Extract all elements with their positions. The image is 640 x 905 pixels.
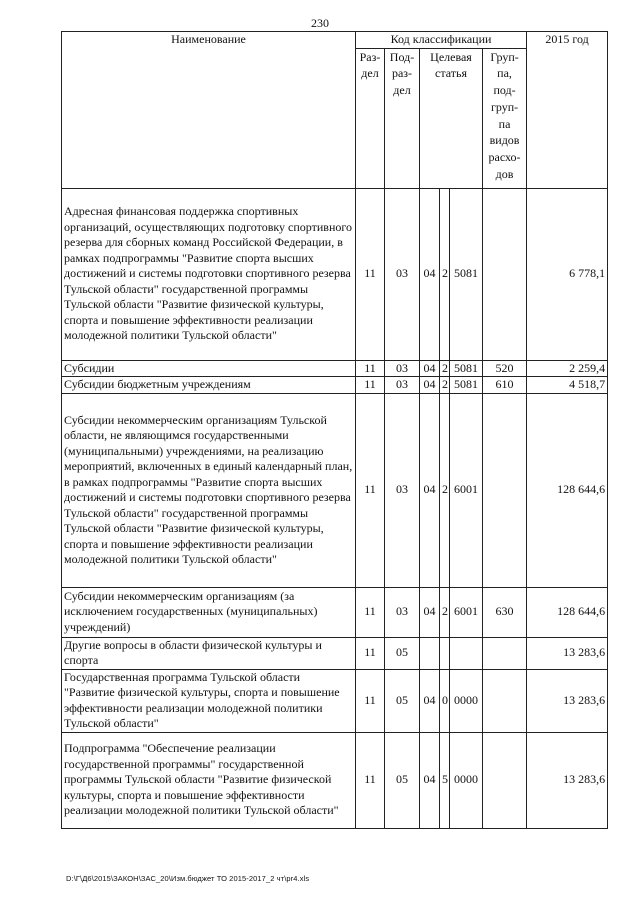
row-podrazdel: 03 <box>385 587 420 637</box>
row-expense-group: 610 <box>483 377 527 394</box>
row-name: Подпрограмма "Обеспечение реализации государственной программы" государственной программы Тульской области "Развитие физической культуры, спорта и повышение эффективности реализации молодежной политики Тульской области" <box>62 732 356 828</box>
header-classification: Код классификации <box>356 32 527 49</box>
row-expense-group <box>483 188 527 360</box>
row-razdel: 11 <box>356 393 385 587</box>
table-body <box>62 188 608 828</box>
row-expense-group: 520 <box>483 360 527 377</box>
header-group: Груп- па, под- груп- па видов расхо- дов <box>483 48 527 188</box>
row-podrazdel: 03 <box>385 393 420 587</box>
row-target-direction: 5081 <box>450 188 483 360</box>
row-amount: 6 778,1 <box>527 188 608 360</box>
budget-table <box>61 31 608 829</box>
header-razdel: Раз- дел <box>356 48 385 188</box>
row-podrazdel: 03 <box>385 377 420 394</box>
row-name: Государственная программа Тульской области "Развитие физической культуры, спорта и повышение эффективности реализации молодежной политики Тульской области" <box>62 669 356 732</box>
table-row <box>62 188 608 360</box>
row-razdel: 11 <box>356 377 385 394</box>
row-razdel: 11 <box>356 360 385 377</box>
table-row <box>62 587 608 637</box>
row-name: Субсидии бюджетным учреждениям <box>62 377 356 394</box>
row-name: Субсидии некоммерческим организациям (за исключением государственных (муниципальных) учреждений) <box>62 587 356 637</box>
row-razdel: 11 <box>356 637 385 669</box>
row-name: Другие вопросы в области физической культуры и спорта <box>62 637 356 669</box>
row-razdel: 11 <box>356 188 385 360</box>
header-podrazdel: Под- раз- дел <box>385 48 420 188</box>
row-target-program: 04 <box>420 587 440 637</box>
row-target-program: 04 <box>420 377 440 394</box>
row-target-program: 04 <box>420 732 440 828</box>
table-row <box>62 732 608 828</box>
row-podrazdel: 05 <box>385 669 420 732</box>
row-amount: 13 283,6 <box>527 732 608 828</box>
header-target: Целевая статья <box>420 48 483 188</box>
table-row <box>62 393 608 587</box>
row-amount: 2 259,4 <box>527 360 608 377</box>
row-expense-group <box>483 393 527 587</box>
row-expense-group <box>483 732 527 828</box>
row-razdel: 11 <box>356 669 385 732</box>
row-target-subprogram <box>440 637 450 669</box>
row-target-program <box>420 637 440 669</box>
row-target-subprogram: 2 <box>440 587 450 637</box>
table-row <box>62 377 608 394</box>
row-amount: 128 644,6 <box>527 393 608 587</box>
row-amount: 13 283,6 <box>527 669 608 732</box>
table-row <box>62 637 608 669</box>
row-target-program: 04 <box>420 188 440 360</box>
header-year: 2015 год <box>527 32 608 189</box>
row-razdel: 11 <box>356 587 385 637</box>
row-podrazdel: 03 <box>385 360 420 377</box>
row-amount: 4 518,7 <box>527 377 608 394</box>
row-target-direction <box>450 637 483 669</box>
row-target-subprogram: 2 <box>440 393 450 587</box>
page-number: 230 <box>311 16 329 30</box>
row-expense-group <box>483 637 527 669</box>
header-name: Наименование <box>62 32 356 189</box>
row-target-program: 04 <box>420 669 440 732</box>
row-target-direction: 0000 <box>450 732 483 828</box>
table-row <box>62 669 608 732</box>
row-target-program: 04 <box>420 360 440 377</box>
row-name: Субсидии некоммерческим организациям Тульской области, не являющимся государственными (муниципальными) учреждениями, на реализацию мероприятий, включенных в единый календарный план, в рамках подпрограммы "Развитие спорта высших достижений и системы подготовки спортивного резерва Тульской области" государственной программы Тульской области "Развитие физической культуры, спорта и повышение эффективности реализации молодежной политики Тульской области" <box>62 393 356 587</box>
row-name: Субсидии <box>62 360 356 377</box>
row-target-direction: 5081 <box>450 377 483 394</box>
row-target-direction: 6001 <box>450 587 483 637</box>
row-amount: 13 283,6 <box>527 637 608 669</box>
row-target-subprogram: 2 <box>440 188 450 360</box>
row-target-subprogram: 2 <box>440 360 450 377</box>
row-amount: 128 644,6 <box>527 587 608 637</box>
row-expense-group <box>483 669 527 732</box>
row-target-direction: 6001 <box>450 393 483 587</box>
row-target-direction: 5081 <box>450 360 483 377</box>
row-podrazdel: 05 <box>385 637 420 669</box>
row-target-subprogram: 2 <box>440 377 450 394</box>
header-row <box>62 32 608 49</box>
row-target-program: 04 <box>420 393 440 587</box>
row-target-direction: 0000 <box>450 669 483 732</box>
row-name: Адресная финансовая поддержка спортивных организаций, осуществляющих подготовку спортивного резерва для сборных команд Российской Федерации, в рамках подпрограммы "Развитие спорта высших достижений и системы подготовки спортивного резерва Тульской области" государственной программы Тульской области "Развитие физической культуры, спорта и повышение эффективности реализации молодежной политики Тульской области" <box>62 188 356 360</box>
footer-file-path: D:\Г\Д6\2015\ЗАКОН\ЗАС_20\Изм.бюджет ТО 2015-2017_2 чт\pr4.xls <box>66 874 310 883</box>
table-row <box>62 360 608 377</box>
row-razdel: 11 <box>356 732 385 828</box>
row-target-subprogram: 0 <box>440 669 450 732</box>
row-podrazdel: 03 <box>385 188 420 360</box>
row-expense-group: 630 <box>483 587 527 637</box>
row-podrazdel: 05 <box>385 732 420 828</box>
row-target-subprogram: 5 <box>440 732 450 828</box>
